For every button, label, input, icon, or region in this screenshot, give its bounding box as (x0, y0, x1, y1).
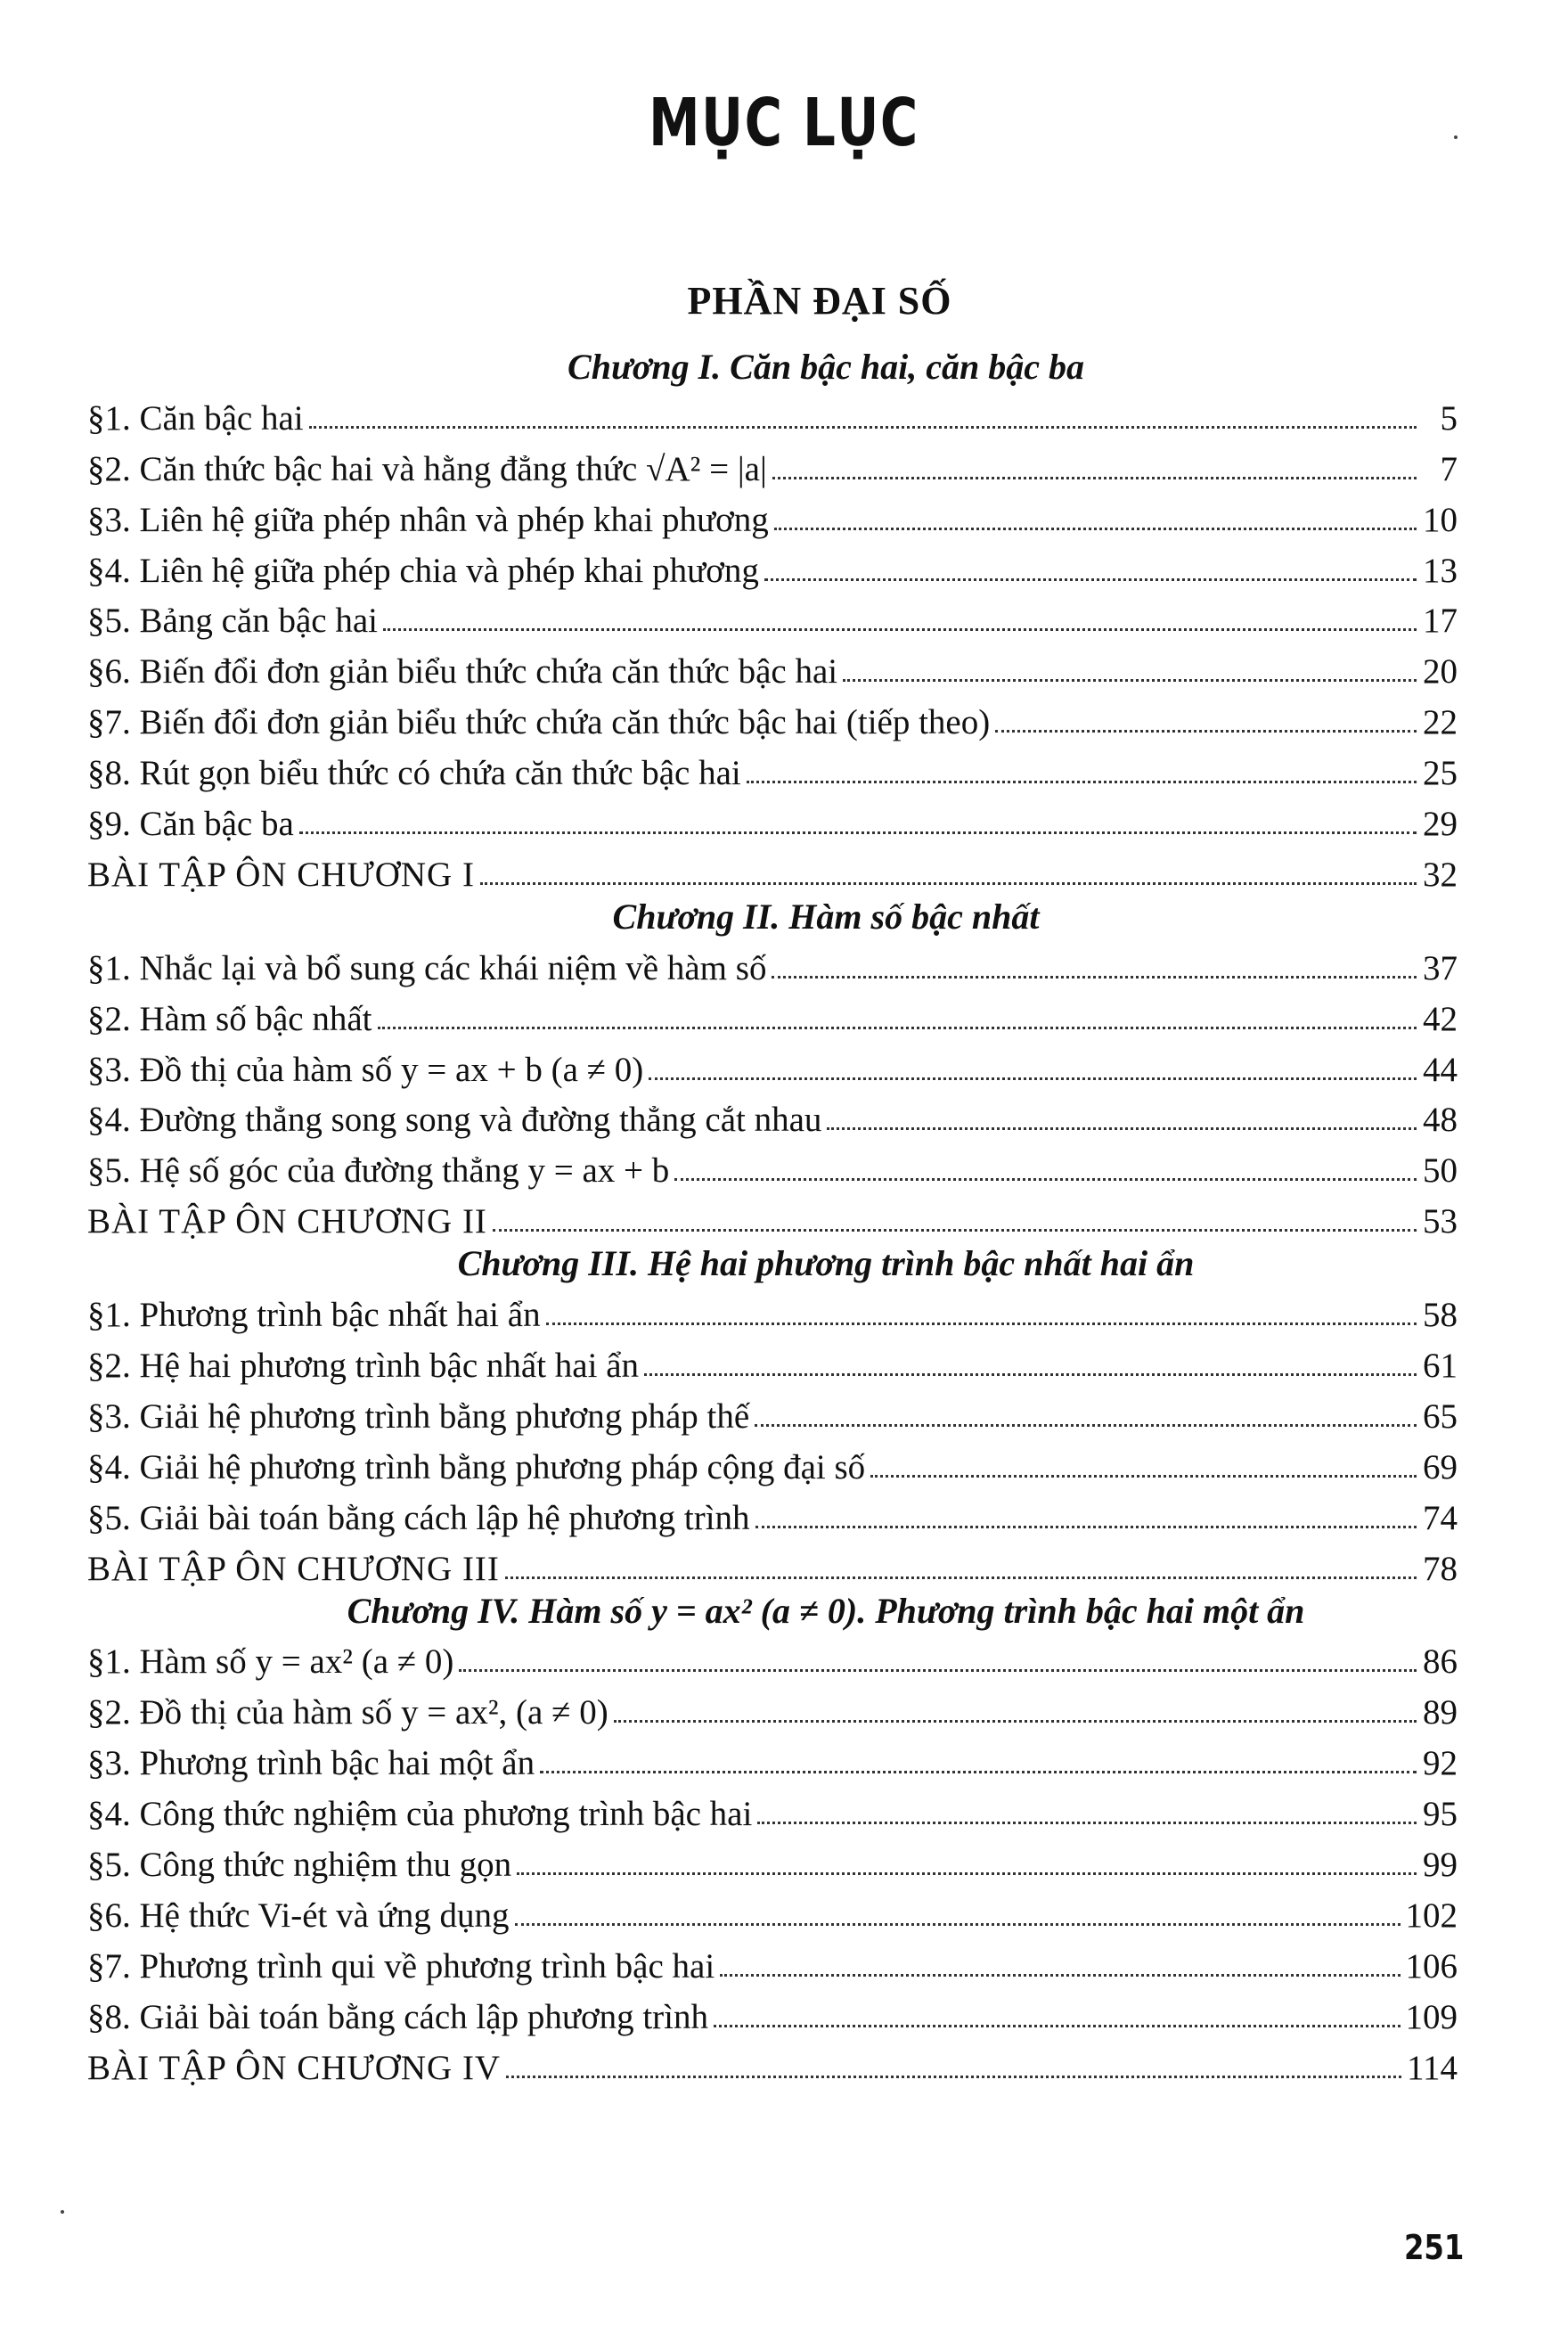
toc-entry-page: 22 (1423, 703, 1458, 742)
toc-entry[interactable] (87, 1633, 1458, 1683)
toc-entry[interactable] (87, 1987, 1458, 2038)
chapter-heading: Chương II. Hàm số bậc nhất (612, 896, 1040, 937)
print-speck (1454, 135, 1458, 139)
toc-entry[interactable] (87, 1683, 1458, 1733)
toc-review-entry[interactable] (87, 2038, 1458, 2089)
toc-entry[interactable] (87, 1040, 1458, 1091)
toc-entry[interactable] (87, 490, 1458, 541)
toc-entry[interactable] (87, 1336, 1458, 1387)
toc-entry-title: §2. Hệ hai phương trình bậc nhất hai ẩn (87, 1347, 640, 1386)
toc-entry-title: BÀI TẬP ÔN CHƯƠNG II (87, 1202, 487, 1241)
dot-leader (480, 882, 1417, 885)
dot-leader (772, 477, 1417, 479)
toc-review-entry[interactable] (87, 1539, 1458, 1590)
toc-entry-page: 20 (1423, 652, 1458, 692)
toc-entry-page: 102 (1405, 1896, 1458, 1935)
toc-entry-page: 65 (1423, 1396, 1458, 1436)
toc-entry[interactable] (87, 389, 1458, 439)
toc-entry[interactable] (87, 1387, 1458, 1437)
dot-leader (755, 1424, 1417, 1427)
toc-review-entry[interactable] (87, 845, 1458, 896)
dot-leader (870, 1475, 1417, 1478)
dot-leader (720, 1974, 1400, 1977)
toc-entry-page: 53 (1423, 1202, 1458, 1241)
toc-entry[interactable] (87, 1488, 1458, 1539)
toc-entry[interactable] (87, 692, 1458, 743)
toc-entry-page: 61 (1423, 1347, 1458, 1386)
chapter-heading: Chương IV. Hàm số y = ax² (a ≠ 0). Phương trình bậc hai một ẩn (347, 1590, 1305, 1631)
dot-leader (540, 1771, 1417, 1773)
toc-entry-page: 99 (1423, 1846, 1458, 1885)
toc-entry[interactable] (87, 1141, 1458, 1191)
toc-entry-title: §5. Công thức nghiệm thu gọn (87, 1846, 512, 1885)
toc-entry-page: 69 (1423, 1447, 1458, 1486)
toc-entry-page: 7 (1440, 449, 1458, 488)
toc-entry-page: 37 (1423, 948, 1458, 987)
toc-entry-title: §4. Giải hệ phương trình bằng phương pháp cộng đại số (87, 1447, 866, 1486)
toc-entry-title: BÀI TẬP ÔN CHƯƠNG III (87, 1549, 500, 1588)
toc-entry[interactable] (87, 1285, 1458, 1336)
toc-entry-page: 114 (1406, 2048, 1458, 2087)
toc-entry-page: 32 (1423, 855, 1458, 894)
toc-entry-title: §9. Căn bậc ba (87, 805, 294, 844)
toc-entry-page: 42 (1423, 999, 1458, 1038)
toc-entry[interactable] (87, 439, 1458, 490)
toc-entry[interactable] (87, 1835, 1458, 1886)
dot-leader (843, 679, 1417, 682)
page-number: 251 (1403, 2228, 1465, 2267)
part-title: PHẦN ĐẠI SỐ (687, 279, 952, 323)
chapter-heading: Chương III. Hệ hai phương trình bậc nhất hai ẩn (457, 1243, 1195, 1284)
dot-leader (546, 1322, 1417, 1325)
toc-entry-page: 13 (1423, 551, 1458, 590)
toc-entry-page: 25 (1423, 754, 1458, 793)
toc-entry[interactable] (87, 1733, 1458, 1784)
chapter-heading: Chương I. Căn bậc hai, căn bậc ba (568, 347, 1084, 387)
toc-entry-title: §7. Phương trình qui về phương trình bậc hai (87, 1946, 715, 1986)
print-speck (61, 2210, 64, 2214)
toc-entry-title: §1. Nhắc lại và bổ sung các khái niệm về hàm số (87, 948, 767, 987)
dot-leader (827, 1127, 1417, 1130)
dot-leader (764, 578, 1417, 581)
toc-entry[interactable] (87, 592, 1458, 643)
table-of-contents (87, 346, 1458, 2089)
toc-entry-page: 92 (1423, 1744, 1458, 1783)
dot-leader (747, 781, 1417, 783)
toc-entry-title: §1. Phương trình bậc nhất hai ẩn (87, 1296, 541, 1335)
toc-entry-title: §5. Bảng căn bậc hai (87, 602, 378, 641)
toc-entry-title: §3. Đồ thị của hàm số y = ax + b (a ≠ 0) (87, 1050, 644, 1089)
dot-leader (644, 1373, 1417, 1376)
toc-entry-title: §6. Hệ thức Vi-ét và ứng dụng (87, 1896, 510, 1935)
toc-entry-title: §4. Liên hệ giữa phép chia và phép khai phương (87, 551, 759, 590)
dot-leader (614, 1720, 1417, 1723)
dot-leader (299, 831, 1417, 834)
toc-entry-page: 58 (1423, 1296, 1458, 1335)
toc-entry-title: §4. Đường thẳng song song và đường thẳng cắt nhau (87, 1101, 822, 1140)
toc-entry-title: §8. Rút gọn biểu thức có chứa căn thức bậc hai (87, 754, 741, 793)
toc-entry-page: 95 (1423, 1795, 1458, 1834)
toc-entry-page: 74 (1423, 1498, 1458, 1537)
dot-leader (493, 1229, 1417, 1232)
toc-entry-page: 86 (1423, 1642, 1458, 1682)
toc-entry[interactable] (87, 989, 1458, 1040)
toc-entry[interactable] (87, 938, 1458, 989)
toc-entry-title: BÀI TẬP ÔN CHƯƠNG I (87, 855, 475, 894)
toc-entry-title: §2. Căn thức bậc hai và hằng đẳng thức √A² = |a| (87, 449, 767, 488)
toc-entry-page: 48 (1423, 1101, 1458, 1140)
toc-entry[interactable] (87, 1091, 1458, 1142)
toc-entry-title: §4. Công thức nghiệm của phương trình bậc hai (87, 1795, 753, 1834)
toc-entry-title: §6. Biến đổi đơn giản biểu thức chứa căn thức bậc hai (87, 652, 838, 692)
dot-leader (517, 1872, 1417, 1875)
dot-leader (649, 1077, 1417, 1080)
toc-entry-page: 29 (1423, 805, 1458, 844)
dot-leader (995, 730, 1417, 733)
dot-leader (714, 2025, 1401, 2027)
toc-entry-title: §5. Giải bài toán bằng cách lập hệ phương trình (87, 1498, 750, 1537)
toc-entry-title: §3. Liên hệ giữa phép nhân và phép khai phương (87, 500, 769, 539)
dot-leader (755, 1526, 1417, 1528)
toc-entry-page: 10 (1423, 500, 1458, 539)
dot-leader (309, 426, 1417, 429)
toc-entry[interactable] (87, 794, 1458, 845)
toc-entry-title: §2. Đồ thị của hàm số y = ax², (a ≠ 0) (87, 1693, 608, 1732)
toc-entry[interactable] (87, 1784, 1458, 1835)
dot-leader (383, 628, 1417, 631)
dot-leader (774, 528, 1417, 530)
toc-entry-page: 5 (1440, 398, 1458, 438)
dot-leader (459, 1669, 1417, 1672)
toc-entry-page: 89 (1423, 1693, 1458, 1732)
dot-leader (515, 1923, 1401, 1926)
toc-entry-title: §7. Biến đổi đơn giản biểu thức chứa căn thức bậc hai (tiếp theo) (87, 703, 991, 742)
toc-entry-title: §5. Hệ số góc của đường thẳng y = ax + b (87, 1151, 670, 1191)
toc-entry[interactable] (87, 743, 1458, 794)
toc-entry-title: §1. Hàm số y = ax² (a ≠ 0) (87, 1642, 454, 1682)
page-title: MỤC LỤC (649, 85, 919, 161)
toc-entry[interactable] (87, 1937, 1458, 1987)
toc-entry-page: 17 (1423, 602, 1458, 641)
toc-entry-page: 44 (1423, 1050, 1458, 1089)
toc-entry-title: BÀI TẬP ÔN CHƯƠNG IV (87, 2048, 502, 2087)
toc-entry-title: §2. Hàm số bậc nhất (87, 999, 372, 1038)
toc-entry-page: 106 (1405, 1946, 1458, 1986)
toc-entry[interactable] (87, 1886, 1458, 1937)
toc-entry-title: §3. Giải hệ phương trình bằng phương pháp thế (87, 1396, 750, 1436)
toc-entry-title: §3. Phương trình bậc hai một ẩn (87, 1744, 535, 1783)
toc-entry-title: §1. Căn bậc hai (87, 398, 304, 438)
dot-leader (378, 1027, 1417, 1029)
toc-entry[interactable] (87, 541, 1458, 592)
dot-leader (757, 1822, 1417, 1824)
dot-leader (506, 2076, 1401, 2078)
toc-review-entry[interactable] (87, 1191, 1458, 1242)
toc-entry[interactable] (87, 1437, 1458, 1488)
toc-entry-page: 50 (1423, 1151, 1458, 1191)
dot-leader (772, 976, 1417, 979)
toc-entry[interactable] (87, 642, 1458, 692)
toc-entry-title: §8. Giải bài toán bằng cách lập phương trình (87, 1997, 708, 2036)
dot-leader (505, 1576, 1417, 1579)
dot-leader (674, 1178, 1417, 1181)
toc-entry-page: 109 (1405, 1997, 1458, 2036)
toc-entry-page: 78 (1423, 1549, 1458, 1588)
